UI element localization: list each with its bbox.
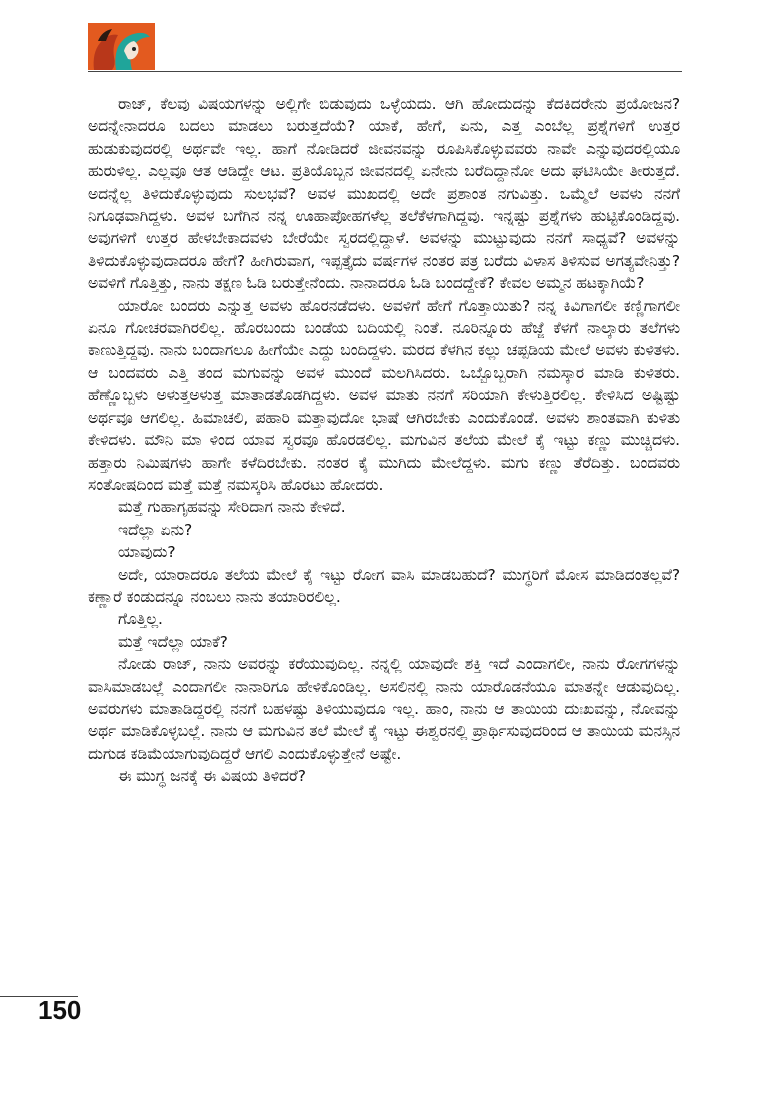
paragraph: ಮತ್ತೆ ಗುಹಾಗೃಹವನ್ನು ಸೇರಿದಾಗ ನಾನು ಕೇಳಿದೆ.: [118, 498, 346, 517]
page-number: 150: [38, 995, 82, 1025]
paragraph: ರಾಜ್, ಕೆಲವು ವಿಷಯಗಳನ್ನು ಅಲ್ಲಿಗೇ ಬಿಡುವುದು ಒಳ್ಳೆಯದು. ಆಗಿ ಹೋದುದನ್ನು ಕೆದಕಿದರೇನು ಪ್ರಯೋಜನ? ಅದನ್ನೇನಾದರೂ ಬದಲು ಮಾಡಲು ಬರುತ್ತದೆಯೆ? ಯಾಕೆ, ಹೇಗೆ, ಏನು, ಎತ್ತ ಎಂಬೆಲ್ಲ ಪ್ರಶ್ನೆಗಳಿಗೆ ಉತ್ತರ ಹುಡುಕುವುದರಲ್ಲಿ ಅರ್ಥವೇ ಇಲ್ಲ. ಹಾಗೆ ನೋಡಿದರೆ ಜೀವನವನ್ನು ರೂಪಿಸಿಕೊಳ್ಳುವವರು ನಾವೇ ಎನ್ನುವುದರಲ್ಲಿಯೂ ಹುರುಳಿಲ್ಲ. ಎಲ್ಲವೂ ಆತ ಆಡಿದ್ದೇ ಆಟ. ಪ್ರತಿಯೊಬ್ಬನ ಜೀವನದಲ್ಲಿ ಏನೇನು ಬರೆದಿದ್ದಾನೋ ಅದು ಘಟಿಸಿಯೇ ತೀರುತ್ತದೆ. ಅದನ್ನೆಲ್ಲ ತಿಳಿದುಕೊಳ್ಳುವುದು ಸುಲಭವೆ? ಅವಳ ಮುಖದಲ್ಲಿ ಅದೇ ಪ್ರಶಾಂತ ನಗುವಿತ್ತು. ಒಮ್ಮೆಲೆ ಅವಳು ನನಗೆ ನಿಗೂಢವಾಗಿದ್ದಳು. ಅವಳ ಬಗೆಗಿನ ನನ್ನ ಊಹಾಪೋಹಗಳೆಲ್ಲ ತಲೆಕೆಳಗಾಗಿದ್ದವು. ಇನ್ನಷ್ಟು ಪ್ರಶ್ನೆಗಳು ಹುಟ್ಟಿಕೊಂಡಿದ್ದವು. ಅವುಗಳಿಗೆ ಉತ್ತರ ಹೇಳಬೇಕಾದವಳು ಬೇರೆಯೇ ಸ್ವರದಲ್ಲಿದ್ದಾಳೆ. ಅವಳನ್ನು ಮುಟ್ಟುವುದು ನನಗೆ ಸಾಧ್ಯವೆ? ಅವಳನ್ನು ತಿಳಿದುಕೊಳ್ಳುವುದಾದರೂ ಹೇಗೆ? ಹೀಗಿರುವಾಗ, ಇಪ್ಪತ್ತೈದು ವರ್ಷಗಳ ನಂತರ ಪತ್ರ ಬರೆದು ವಿಳಾಸ ತಿಳಿಸುವ ಅಗತ್ಯವೇನಿತ್ತು? ಅವಳಿಗೆ ಗೊತ್ತಿತ್ತು, ನಾನು ತಕ್ಷಣ ಓಡಿ ಬರುತ್ತೇನೆಂದು. ನಾನಾದರೂ ಓಡಿ ಬಂದದ್ದೇಕೆ? ಕೇವಲ ಅಮ್ಮನ ಹಟಕ್ಕಾಗಿಯೆ?: [88, 95, 680, 293]
header-rule: [88, 71, 682, 72]
paragraph: ಅದೇ, ಯಾರಾದರೂ ತಲೆಯ ಮೇಲೆ ಕೈ ಇಟ್ಟು ರೋಗ ವಾಸಿ ಮಾಡಬಹುದೆ? ಮುಗ್ಧರಿಗೆ ಮೋಸ ಮಾಡಿದಂತಲ್ಲವೆ? ಕಣ್ಣಾರೆ ಕಂಡುದನ್ನೂ ನಂಬಲು ನಾನು ತಯಾರಿರಲಿಲ್ಲ.: [88, 565, 680, 606]
paragraph: ಇದೆಲ್ಲಾ ಏನು?: [118, 520, 193, 539]
woman-profile-logo-icon: [88, 23, 155, 70]
paragraph: ನೋಡು ರಾಜ್, ನಾನು ಅವರನ್ನು ಕರೆಯುವುದಿಲ್ಲ. ನನ್ನಲ್ಲಿ ಯಾವುದೇ ಶಕ್ತಿ ಇದೆ ಎಂದಾಗಲೀ, ನಾನು ರೋಗಗಳನ್ನು ವಾಸಿಮಾಡಬಲ್ಲೆ ಎಂದಾಗಲೀ ನಾನಾರಿಗೂ ಹೇಳಿಕೊಂಡಿಲ್ಲ. ಅಸಲಿನಲ್ಲಿ ನಾನು ಯಾರೊಡನೆಯೂ ಮಾತನ್ನೇ ಆಡುವುದಿಲ್ಲ. ಅವರುಗಳು ಮಾತಾಡಿದ್ದರಲ್ಲಿ ನನಗೆ ಬಹಳಷ್ಟು ತಿಳಿಯುವುದೂ ಇಲ್ಲ. ಹಾಂ, ನಾನು ಆ ತಾಯಿಯ ದುಃಖವನ್ನು, ನೋವನ್ನು ಅರ್ಥ ಮಾಡಿಕೊಳ್ಳಬಲ್ಲೆ. ನಾನು ಆ ಮಗುವಿನ ತಲೆ ಮೇಲೆ ಕೈ ಇಟ್ಟು ಈಶ್ವರನಲ್ಲಿ ಪ್ರಾರ್ಥಿಸುವುದರಿಂದ ಆ ತಾಯಿಯ ಮನಸ್ಸಿನ ದುಗುಡ ಕಡಿಮೆಯಾಗುವುದಿದ್ದರೆ ಆಗಲಿ ಎಂದುಕೊಳ್ಳುತ್ತೇನೆ ಅಷ್ಟೇ.: [88, 655, 680, 763]
paragraph: ಯಾರೋ ಬಂದರು ಎನ್ನುತ್ತ ಅವಳು ಹೊರನಡೆದಳು. ಅವಳಿಗೆ ಹೇಗೆ ಗೊತ್ತಾಯಿತು? ನನ್ನ ಕಿವಿಗಾಗಲೀ ಕಣ್ಣಿಗಾಗಲೀ ಏನೂ ಗೋಚರವಾಗಿರಲಿಲ್ಲ. ಹೊರಬಂದು ಬಂಡೆಯ ಬದಿಯಲ್ಲಿ ನಿಂತೆ. ನೂರಿನ್ನೂರು ಹೆಜ್ಜೆ ಕೆಳಗೆ ನಾಲ್ಕಾರು ತಲೆಗಳು ಕಾಣುತ್ತಿದ್ದವು. ನಾನು ಬಂದಾಗಲೂ ಹೀಗೆಯೇ ಎದ್ದು ಬಂದಿದ್ದಳು. ಮರದ ಕೆಳಗಿನ ಕಲ್ಲು ಚಪ್ಪಡಿಯ ಮೇಲೆ ಅವಳು ಕುಳಿತಳು. ಆ ಬಂದವರು ಎತ್ತಿ ತಂದ ಮಗುವನ್ನು ಅವಳ ಮುಂದೆ ಮಲಗಿಸಿದರು. ಒಬ್ಬೊಬ್ಬರಾಗಿ ನಮಸ್ಕಾರ ಮಾಡಿ ಕುಳಿತರು. ಹೆಣ್ಣೊಬ್ಬಳು ಅಳುತ್ತಅಳುತ್ತ ಮಾತಾಡತೊಡಗಿದ್ದಳು. ಅವಳ ಮಾತು ನನಗೆ ಸರಿಯಾಗಿ ಕೇಳುತ್ತಿರಲಿಲ್ಲ. ಕೇಳಿಸಿದ ಅಷ್ಟಿಷ್ಟು ಅರ್ಥವೂ ಆಗಲಿಲ್ಲ. ಹಿಮಾಚಲಿ, ಪಹಾರಿ ಮತ್ತಾವುದೋ ಭಾಷೆ ಆಗಿರಬೇಕು ಎಂದುಕೊಂಡೆ. ಅವಳು ಶಾಂತವಾಗಿ ಕುಳಿತು ಕೇಳಿದಳು. ಮೌನಿ ಮಾ ಳಿಂದ ಯಾವ ಸ್ವರವೂ ಹೊರಡಲಿಲ್ಲ. ಮಗುವಿನ ತಲೆಯ ಮೇಲೆ ಕೈ ಇಟ್ಟು ಕಣ್ಣು ಮುಚ್ಚಿದಳು. ಹತ್ತಾರು ನಿಮಿಷಗಳು ಹಾಗೇ ಕಳೆದಿರಬೇಕು. ನಂತರ ಕೈ ಮುಗಿದು ಮೇಲೆದ್ದಳು. ಮಗು ಕಣ್ಣು ತೆರೆದಿತ್ತು. ಬಂದವರು ಸಂತೋಷದಿಂದ ಮತ್ತೆ ಮತ್ತೆ ನಮಸ್ಕರಿಸಿ ಹೊರಟು ಹೋದರು.: [88, 296, 680, 494]
paragraph: ಗೊತ್ತಿಲ್ಲ.: [118, 610, 163, 629]
paragraph: ಯಾವುದು?: [118, 543, 176, 562]
body-text: [88, 93, 680, 788]
paragraph: ಮತ್ತೆ ಇದೆಲ್ಲಾ ಯಾಕೆ?: [118, 632, 228, 651]
paragraph: ಈ ಮುಗ್ಧ ಜನಕ್ಕೆ ಈ ವಿಷಯ ತಿಳಿದರೆ?: [118, 767, 306, 786]
